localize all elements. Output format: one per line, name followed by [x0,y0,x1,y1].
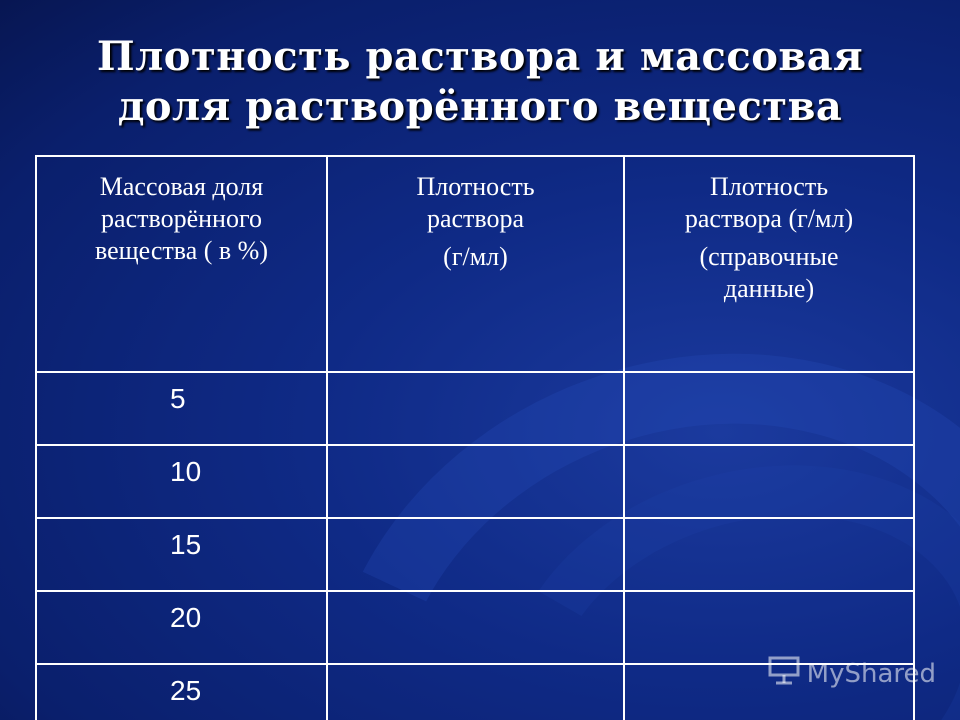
slide-title-line-2: доля растворённого вещества [117,83,843,130]
header-text: растворённого [101,204,262,233]
density-table [35,155,915,720]
presentation-board-icon [767,655,807,692]
table-header-row [36,156,914,372]
cell-density[interactable] [327,372,624,445]
cell-percent: 25 [36,664,327,720]
header-text: данные) [723,274,815,303]
table-row [36,518,914,591]
cell-density[interactable] [327,445,624,518]
slide-title-line-1: Плотность раствора и массовая [96,33,864,80]
table-row [36,591,914,664]
cell-density[interactable] [327,664,624,720]
cell-percent: 5 [36,372,327,445]
cell-density[interactable] [327,591,624,664]
table-row [36,372,914,445]
header-text: вещества ( в %) [95,236,268,265]
slide-title [0,32,960,132]
cell-density[interactable] [327,518,624,591]
watermark [767,655,936,692]
cell-reference[interactable] [624,372,914,445]
header-text: раствора [426,204,525,233]
header-solution-density [327,156,624,372]
header-text: Плотность [709,172,829,201]
header-text: (г/мл) [443,242,508,271]
header-text: (справочные [699,242,839,271]
header-text: Массовая доля [99,172,264,201]
header-text: раствора (г/мл) [684,204,854,233]
watermark-text: MyShared [806,658,936,689]
cell-reference[interactable] [624,518,914,591]
cell-percent: 10 [36,445,327,518]
table-row [36,445,914,518]
header-mass-fraction [36,156,327,372]
header-text: Плотность [416,172,535,201]
cell-percent: 15 [36,518,327,591]
cell-percent: 20 [36,591,327,664]
header-reference-density [624,156,914,372]
cell-reference[interactable] [624,591,914,664]
cell-reference[interactable] [624,445,914,518]
